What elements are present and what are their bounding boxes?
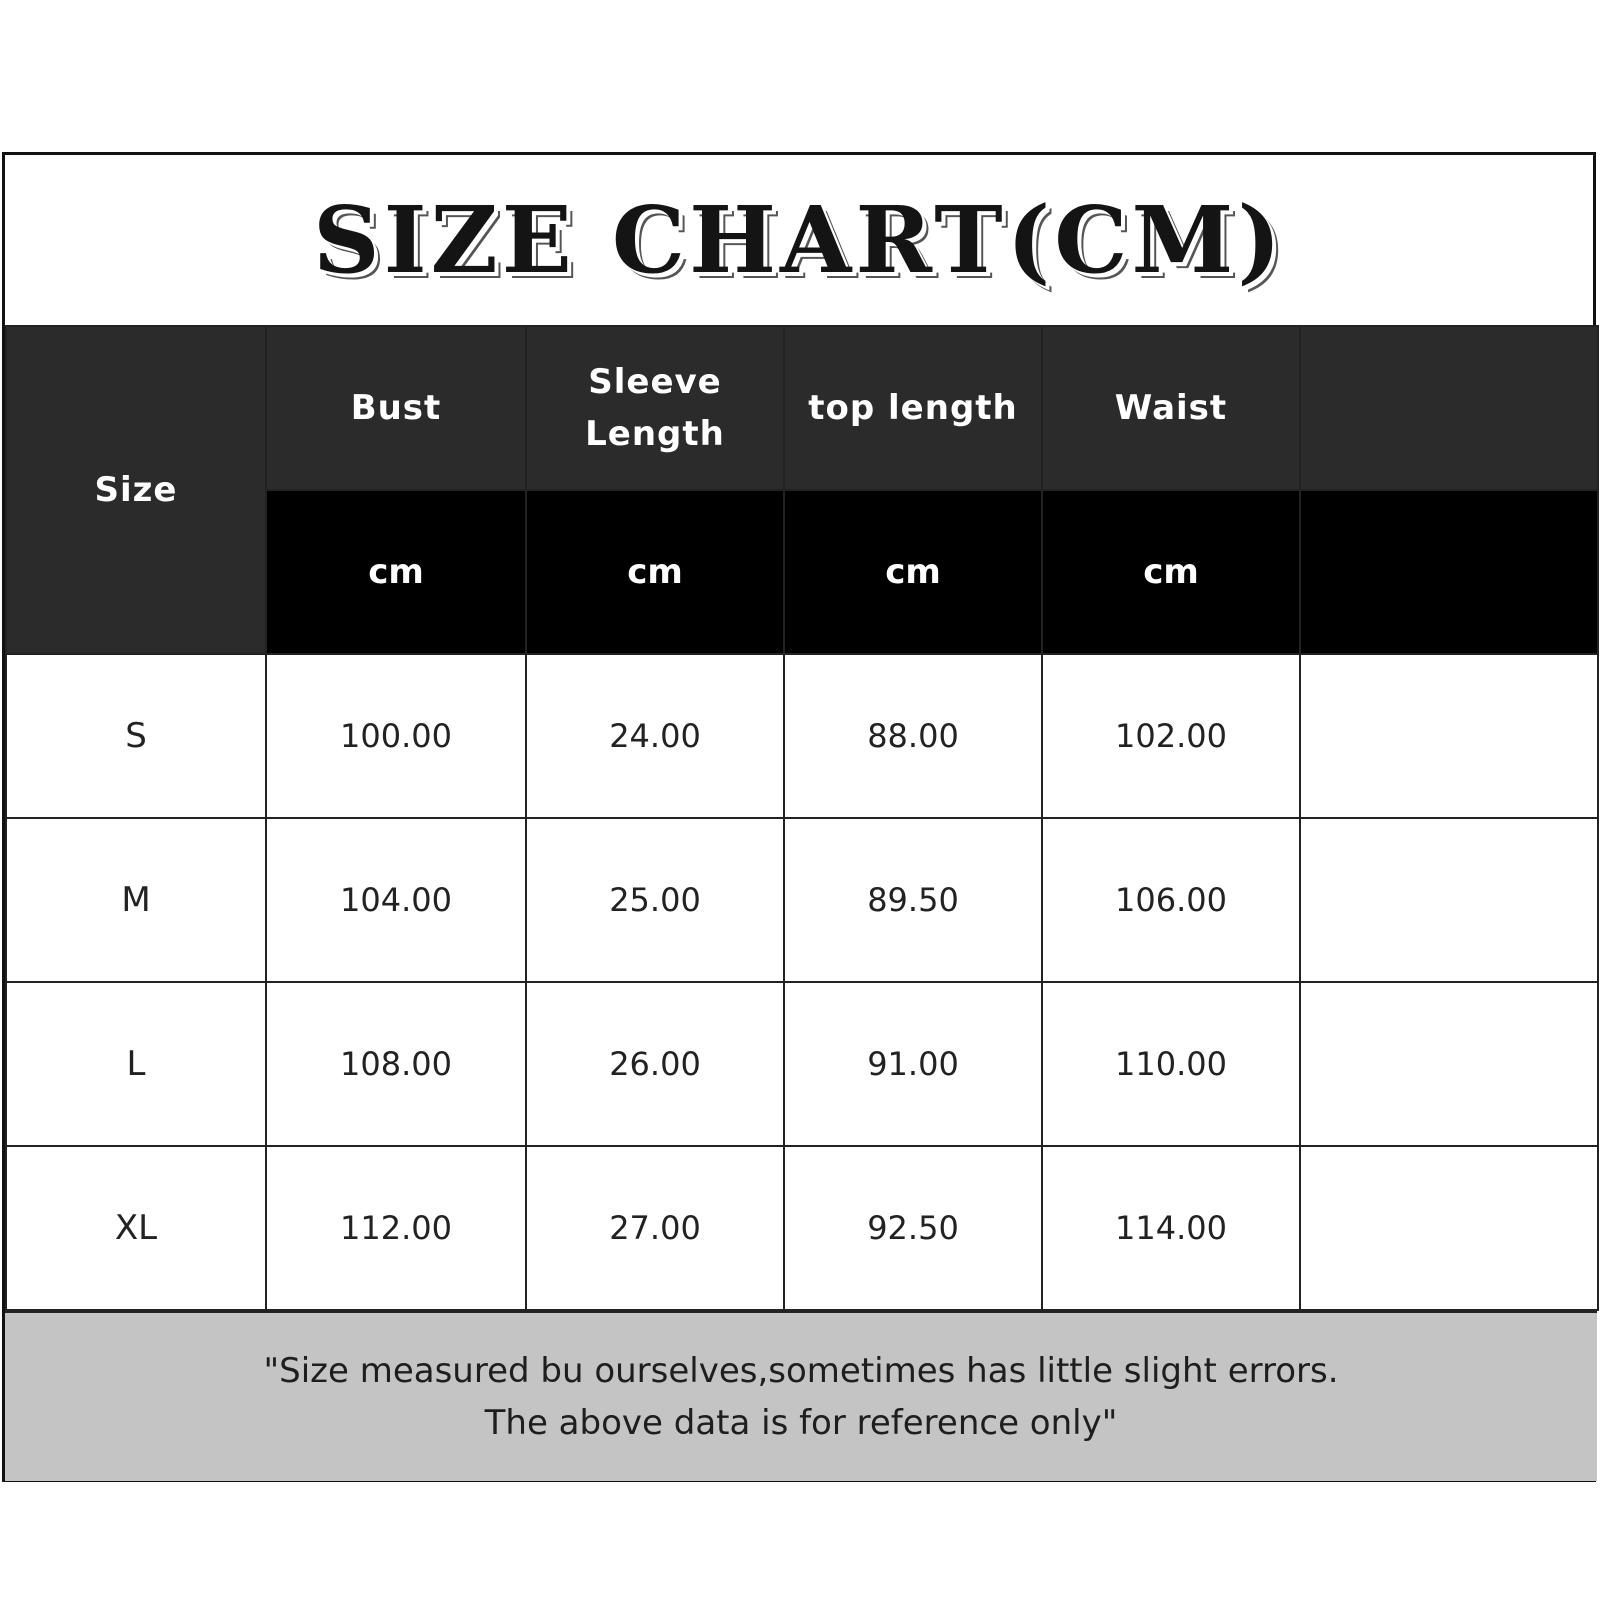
- sleeve-length-cell: 26.00: [526, 982, 784, 1146]
- size-chart-frame: [2, 152, 1596, 1482]
- disclaimer-line-1: "Size measured bu ourselves,sometimes has little slight errors.: [263, 1351, 1339, 1391]
- waist-cell: 114.00: [1042, 1146, 1300, 1310]
- size-cell: M: [6, 818, 266, 982]
- disclaimer-note: [5, 1311, 1597, 1481]
- empty-cell: [1300, 818, 1598, 982]
- empty-cell: [1300, 654, 1598, 818]
- page-title: SIZE CHART(CM): [313, 186, 1285, 294]
- table-row: [6, 1146, 1598, 1310]
- table-row: [6, 654, 1598, 818]
- bust-cell: 112.00: [266, 1146, 526, 1310]
- size-column-header: Size: [6, 326, 266, 654]
- bust-cell: 100.00: [266, 654, 526, 818]
- table-row: [6, 982, 1598, 1146]
- unit-waist: cm: [1042, 490, 1300, 654]
- unit-bust: cm: [266, 490, 526, 654]
- waist-cell: 106.00: [1042, 818, 1300, 982]
- bust-cell: 104.00: [266, 818, 526, 982]
- column-header-bust: Bust: [266, 326, 526, 490]
- size-table: [5, 325, 1599, 1311]
- bust-cell: 108.00: [266, 982, 526, 1146]
- top-length-cell: 88.00: [784, 654, 1042, 818]
- unit-empty: [1300, 490, 1598, 654]
- empty-cell: [1300, 1146, 1598, 1310]
- size-cell: L: [6, 982, 266, 1146]
- empty-cell: [1300, 982, 1598, 1146]
- column-header-waist: Waist: [1042, 326, 1300, 490]
- waist-cell: 110.00: [1042, 982, 1300, 1146]
- sleeve-length-cell: 25.00: [526, 818, 784, 982]
- disclaimer-line-2: The above data is for reference only": [484, 1403, 1118, 1443]
- sleeve-length-cell: 27.00: [526, 1146, 784, 1310]
- column-header-sleeve-length: [526, 326, 784, 490]
- size-cell: XL: [6, 1146, 266, 1310]
- top-length-cell: 89.50: [784, 818, 1042, 982]
- waist-cell: 102.00: [1042, 654, 1300, 818]
- top-length-cell: 92.50: [784, 1146, 1042, 1310]
- unit-sleeve-length: cm: [526, 490, 784, 654]
- table-row: [6, 818, 1598, 982]
- column-header-top-length: top length: [784, 326, 1042, 490]
- header-row: [6, 326, 1598, 490]
- sleeve-length-cell: 24.00: [526, 654, 784, 818]
- column-header-empty: [1300, 326, 1598, 490]
- top-length-cell: 91.00: [784, 982, 1042, 1146]
- size-cell: S: [6, 654, 266, 818]
- unit-top-length: cm: [784, 490, 1042, 654]
- column-header-sleeve-length-text: Sleeve Length: [585, 362, 725, 454]
